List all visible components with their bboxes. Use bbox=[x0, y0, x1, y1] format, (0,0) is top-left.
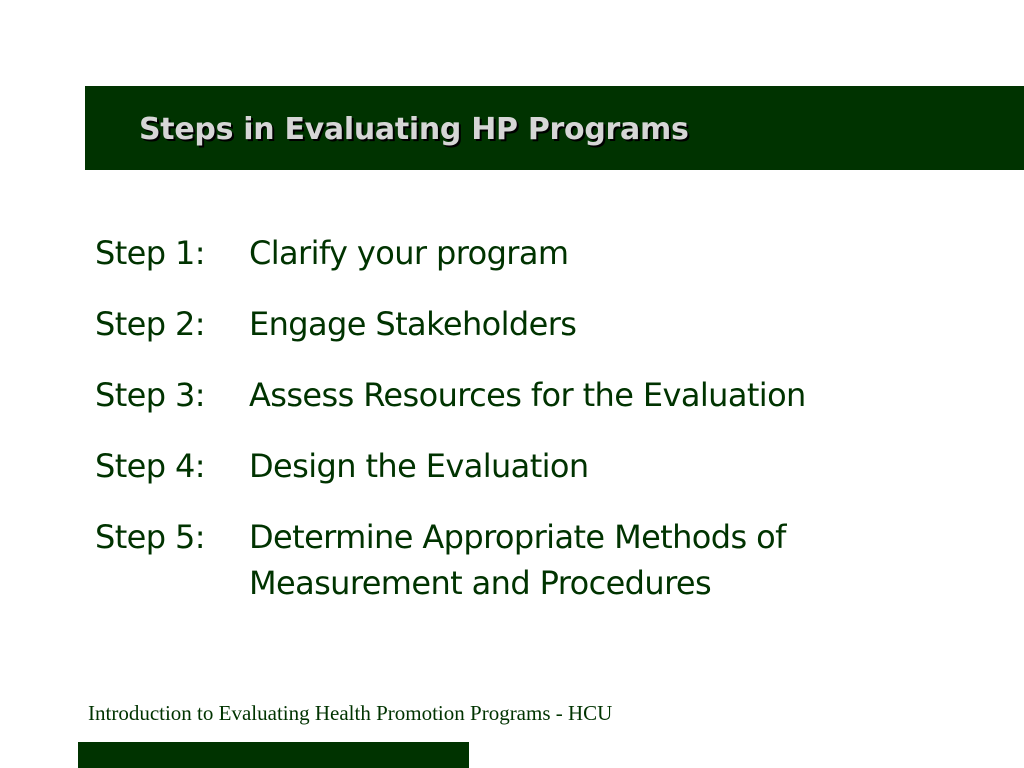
step-item bbox=[95, 230, 995, 276]
step-item bbox=[95, 372, 995, 418]
footer-caption: Introduction to Evaluating Health Promotion Programs - HCU bbox=[88, 701, 613, 725]
step-text: Assess Resources for the Evaluation bbox=[249, 376, 806, 414]
step-label: Step 3: bbox=[95, 376, 205, 414]
step-label: Step 5: bbox=[95, 518, 205, 556]
steps-list bbox=[95, 230, 995, 631]
step-text: Engage Stakeholders bbox=[249, 305, 577, 343]
slide-title: Steps in Evaluating HP Programs bbox=[139, 112, 689, 147]
step-item bbox=[95, 443, 995, 489]
step-text: Design the Evaluation bbox=[249, 447, 589, 485]
title-bar bbox=[85, 86, 1024, 170]
step-label: Step 4: bbox=[95, 447, 205, 485]
step-label: Step 2: bbox=[95, 305, 205, 343]
step-item bbox=[95, 301, 995, 347]
step-item bbox=[95, 514, 995, 606]
step-label: Step 1: bbox=[95, 234, 205, 272]
step-text: Determine Appropriate Methods of Measurement and Procedures bbox=[249, 518, 786, 602]
footer-bar bbox=[78, 742, 469, 768]
step-text: Clarify your program bbox=[249, 234, 569, 272]
